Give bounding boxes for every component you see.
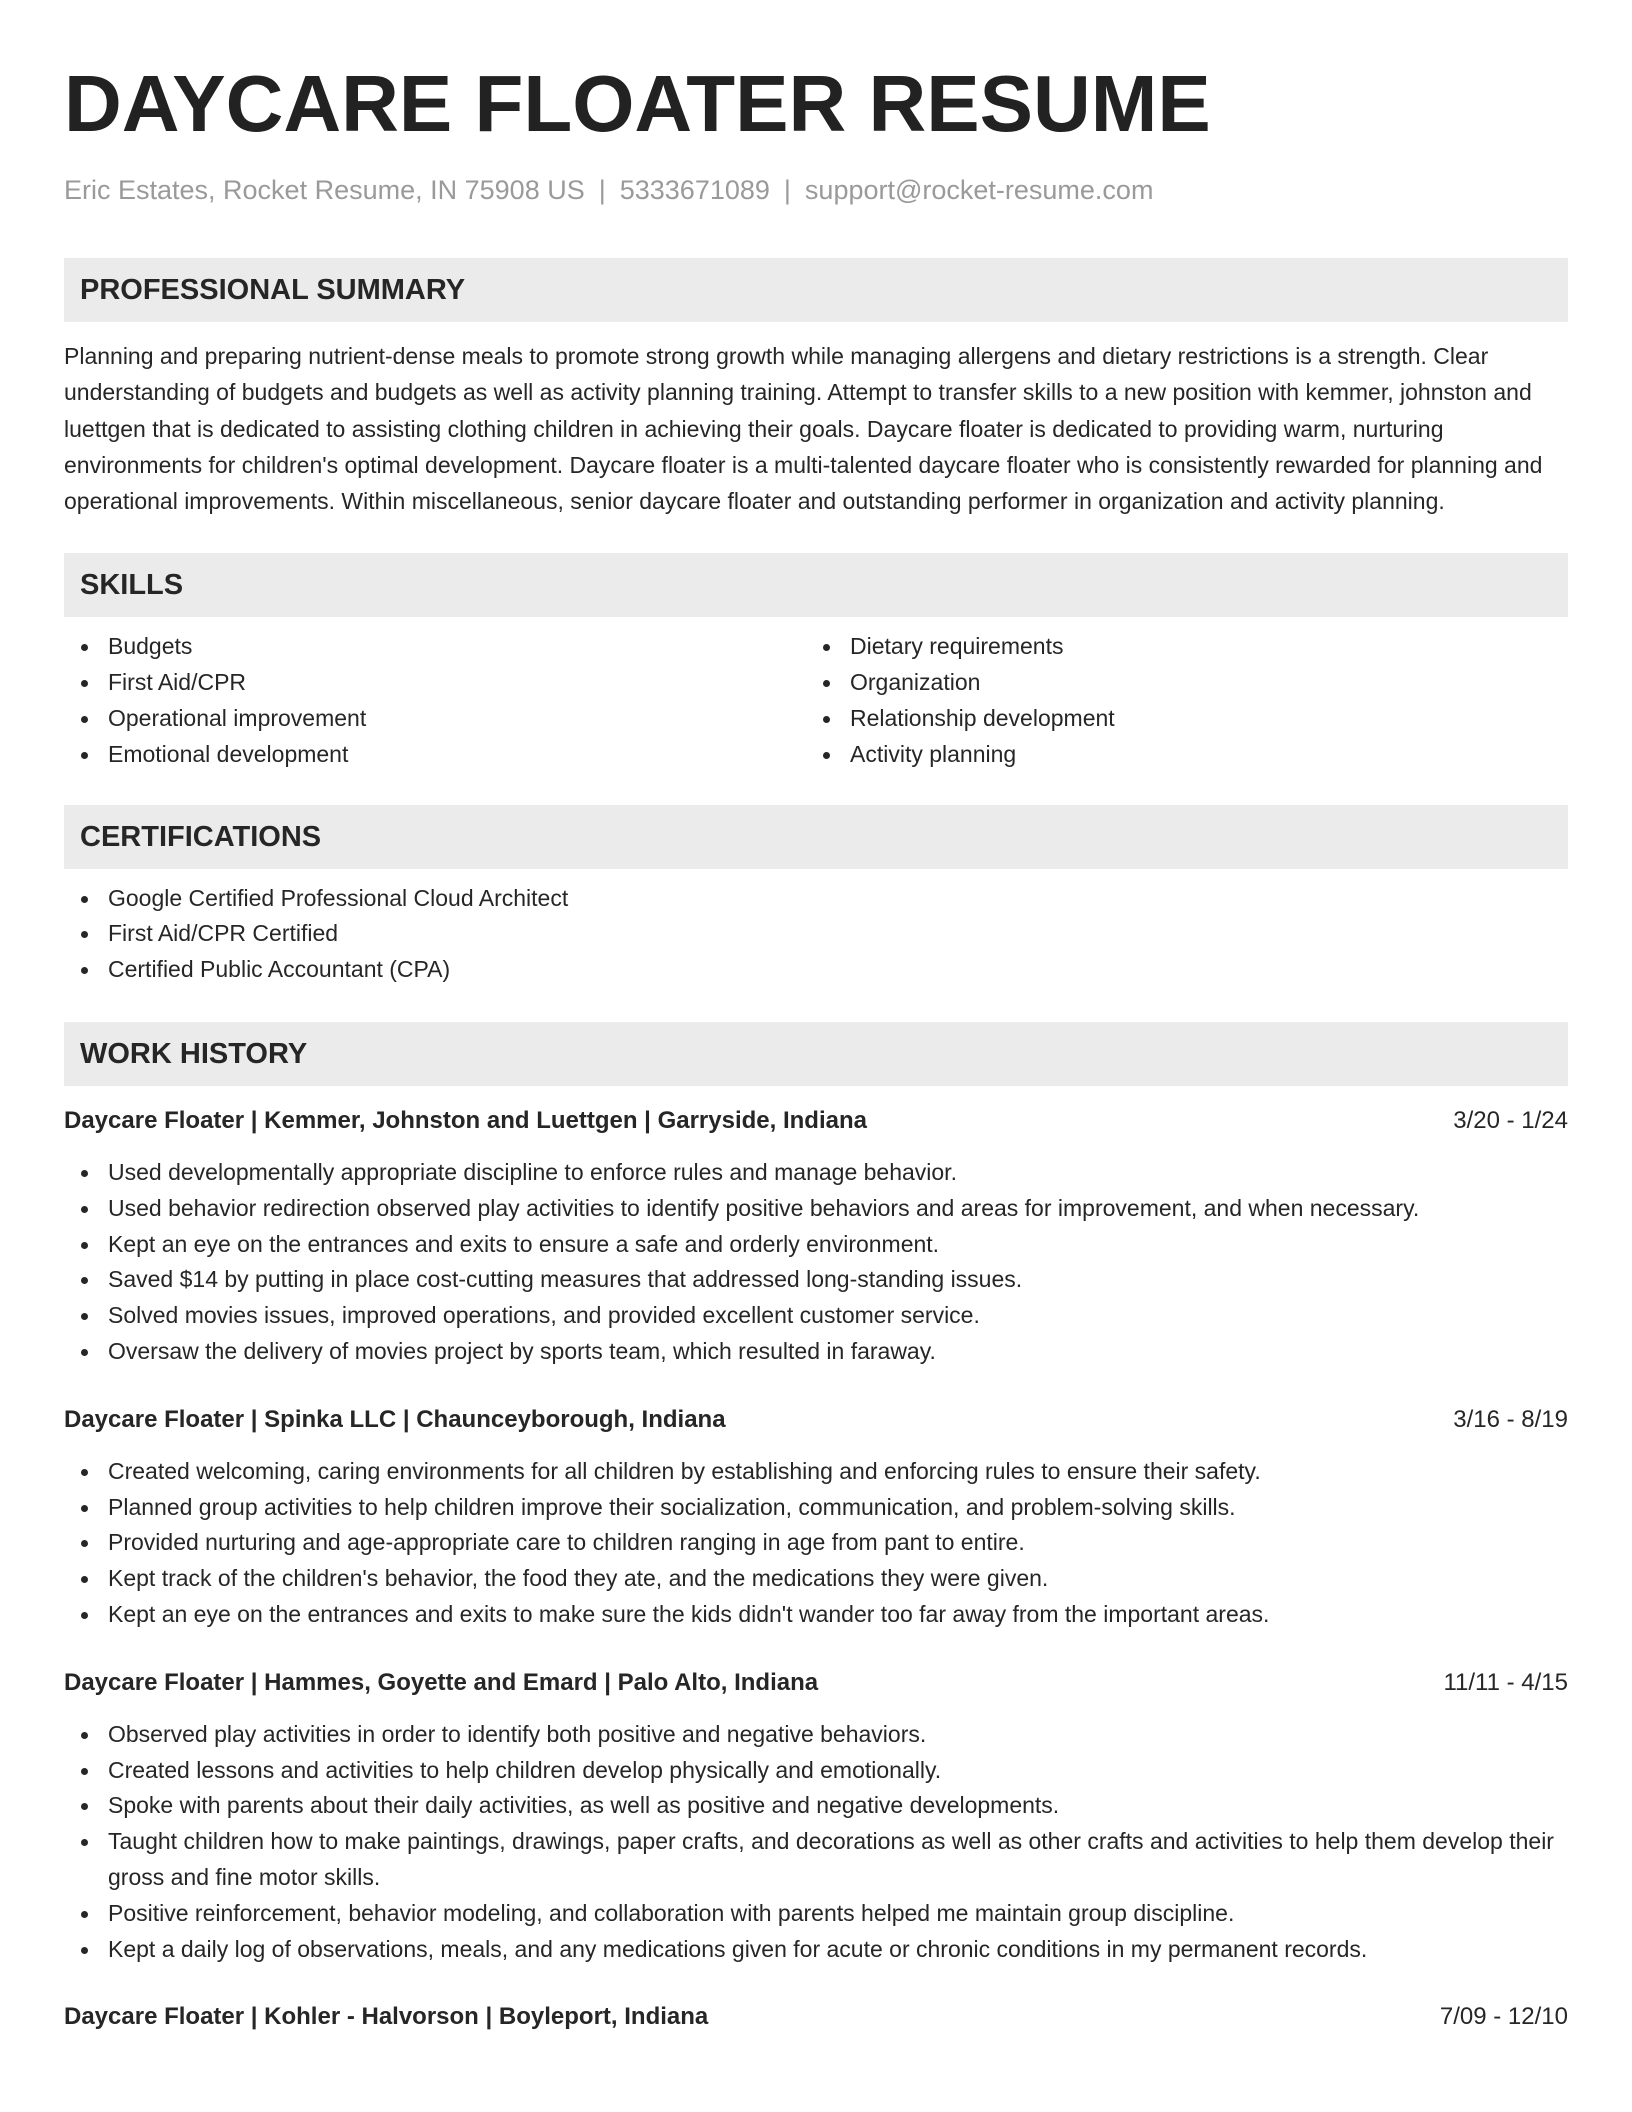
job-title: Daycare Floater | Spinka LLC | Chaunceyborough, Indiana (64, 1405, 726, 1433)
skills-heading: SKILLS (64, 553, 1568, 617)
contact-email: support@rocket-resume.com (804, 175, 1154, 205)
job-duty: Solved movies issues, improved operations, and provided excellent customer service. (64, 1298, 1568, 1334)
job-duty: Kept an eye on the entrances and exits to make sure the kids didn't wander too far away from the important areas. (64, 1597, 1568, 1633)
job-duty: Created welcoming, caring environments for all children by establishing and enforcing rules to ensure their safety. (64, 1454, 1568, 1490)
contact-phone: 5333671089 (619, 175, 770, 205)
skill-item: Dietary requirements (806, 629, 1548, 665)
skill-item: Operational improvement (64, 701, 806, 737)
job-duties-list (64, 1155, 1568, 1370)
job-title: Daycare Floater | Kemmer, Johnston and Luettgen | Garryside, Indiana (64, 1107, 867, 1135)
job-entry (64, 1404, 1568, 1633)
skill-item: First Aid/CPR (64, 665, 806, 701)
job-header (64, 1105, 1568, 1137)
certification-item: First Aid/CPR Certified (64, 916, 1568, 952)
certifications-section (64, 805, 1568, 988)
job-header (64, 1404, 1568, 1436)
job-title: Daycare Floater | Kohler - Halvorson | Boyleport, Indiana (64, 2003, 709, 2031)
job-duty: Oversaw the delivery of movies project by sports team, which resulted in faraway. (64, 1334, 1568, 1370)
job-header (64, 1667, 1568, 1699)
job-duty: Used behavior redirection observed play activities to identify positive behaviors and areas for improvement, and when necessary. (64, 1191, 1568, 1227)
job-duty: Positive reinforcement, behavior modeling, and collaboration with parents helped me maintain group discipline. (64, 1896, 1568, 1932)
job-duty: Provided nurturing and age-appropriate care to children ranging in age from pant to entire. (64, 1525, 1568, 1561)
job-dates: 3/16 - 8/19 (1453, 1405, 1568, 1433)
summary-section (64, 258, 1568, 519)
job-duties-list (64, 1717, 1568, 1968)
skill-item: Emotional development (64, 737, 806, 773)
skill-item: Relationship development (806, 701, 1548, 737)
job-duty: Saved $14 by putting in place cost-cutting measures that addressed long-standing issues. (64, 1262, 1568, 1298)
skill-item: Organization (806, 665, 1548, 701)
certification-item: Certified Public Accountant (CPA) (64, 952, 1568, 988)
skill-item: Activity planning (806, 737, 1548, 773)
job-dates: 11/11 - 4/15 (1443, 1668, 1568, 1696)
contact-separator: | (783, 175, 791, 205)
contact-address: Eric Estates, Rocket Resume, IN 75908 US (64, 175, 585, 205)
resume-title: DAYCARE FLOATER RESUME (64, 59, 1211, 148)
resume-page (64, 56, 1568, 2033)
job-duty: Observed play activities in order to identify both positive and negative behaviors. (64, 1717, 1568, 1753)
job-duty: Kept an eye on the entrances and exits to ensure a safe and orderly environment. (64, 1227, 1568, 1263)
job-duty: Kept track of the children's behavior, the food they ate, and the medications they were given. (64, 1561, 1568, 1597)
work-history-heading: WORK HISTORY (64, 1022, 1568, 1086)
skills-section (64, 553, 1568, 772)
job-entry (64, 1667, 1568, 1968)
job-duties-list (64, 1454, 1568, 1633)
job-duty: Planned group activities to help children improve their socialization, communication, and problem-solving skills. (64, 1490, 1568, 1526)
job-header (64, 2001, 1568, 2033)
skills-grid (64, 629, 1568, 772)
summary-text: Planning and preparing nutrient-dense meals to promote strong growth while managing allergens and dietary restrictions is a strength. Clear understanding of budgets and budgets as well as activity planning training. Attempt to transfer skills to a new position with kemmer, johnston and luettgen that is dedicated to assisting clothing children in achieving their goals. Daycare floater is dedicated to providing warm, nurturing environments for children's optimal development. Daycare floater is a multi-talented daycare floater who is consistently rewarded for planning and operational improvements. Within miscellaneous, senior daycare floater and outstanding performer in organization and activity planning. (64, 343, 1543, 515)
certifications-list (64, 881, 1568, 988)
skills-list-left (64, 629, 806, 772)
job-dates: 3/20 - 1/24 (1453, 1107, 1568, 1135)
certifications-heading: CERTIFICATIONS (64, 805, 1568, 869)
skill-item: Budgets (64, 629, 806, 665)
work-history-section (64, 1022, 1568, 2033)
summary-heading: PROFESSIONAL SUMMARY (64, 258, 1568, 322)
job-entry (64, 1105, 1568, 1370)
job-duty: Created lessons and activities to help children develop physically and emotionally. (64, 1753, 1568, 1789)
skills-list-right (806, 629, 1548, 772)
job-title: Daycare Floater | Hammes, Goyette and Emard | Palo Alto, Indiana (64, 1668, 819, 1696)
job-duty: Taught children how to make paintings, drawings, paper crafts, and decorations as well as other crafts and activities to help them develop their gross and fine motor skills. (64, 1824, 1568, 1896)
contact-line (64, 172, 1568, 208)
job-duty: Spoke with parents about their daily activities, as well as positive and negative developments. (64, 1788, 1568, 1824)
job-duty: Used developmentally appropriate discipline to enforce rules and manage behavior. (64, 1155, 1568, 1191)
job-dates: 7/09 - 12/10 (1439, 2003, 1568, 2031)
job-entry (64, 2001, 1568, 2033)
certification-item: Google Certified Professional Cloud Architect (64, 881, 1568, 917)
job-duty: Kept a daily log of observations, meals, and any medications given for acute or chronic conditions in my permanent records. (64, 1932, 1568, 1968)
contact-separator: | (598, 175, 606, 205)
